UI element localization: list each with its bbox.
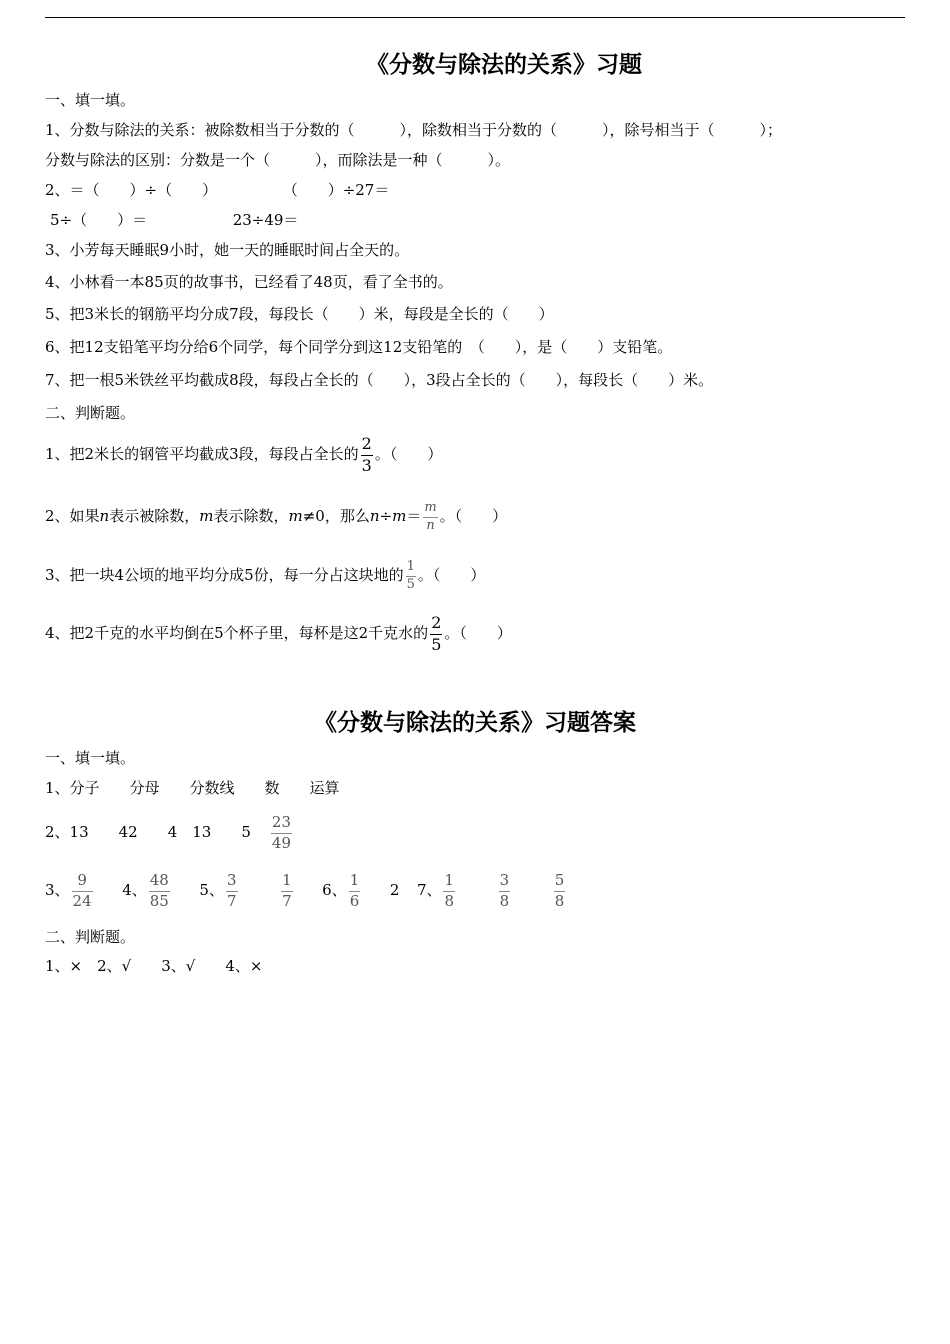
fraction-numerator: 48 — [149, 871, 169, 890]
section-judge-heading: 二、判断题。 — [45, 404, 136, 422]
var-m: m — [392, 507, 407, 525]
fraction-numerator: 3 — [499, 871, 510, 890]
question-2b-text: （ ）÷27＝ — [282, 181, 390, 199]
question-3: 3、小芳每天睡眠9小时，她一天的睡眠时间占全天的。 — [45, 241, 410, 259]
fraction-denominator: n — [426, 517, 435, 533]
fraction-numerator: 1 — [282, 871, 292, 890]
judge-3-text: 3、把一块4公顷的地平均分成5份，每一分占这块地的 — [45, 566, 404, 584]
answers-section-fill-heading: 一、填一填。 — [45, 749, 136, 767]
answer-7b-fraction — [499, 872, 511, 910]
answers-title: 《分数与除法的关系》习题答案 — [314, 710, 636, 736]
var-n: n — [369, 507, 380, 525]
answer-6-label: 6、 — [322, 881, 347, 899]
fraction-numerator: 5 — [554, 871, 565, 890]
fraction-denominator: 8 — [444, 891, 455, 910]
judge-4-fraction — [430, 614, 442, 654]
fraction-denominator: 85 — [149, 891, 169, 910]
fraction-numerator: 1 — [406, 558, 415, 574]
divide-sign: ÷ — [379, 507, 393, 525]
fraction-denominator: 5 — [406, 576, 415, 592]
fraction-denominator: 3 — [361, 455, 372, 475]
judge-4 — [45, 611, 512, 655]
question-2d-text: 23÷49＝ — [232, 211, 299, 229]
judge-2-answer-blank: 。（ ） — [439, 507, 508, 525]
fraction-numerator: 2 — [431, 613, 442, 633]
fraction-denominator: 8 — [499, 891, 510, 910]
answer-3-to-7 — [45, 866, 567, 914]
fraction-denominator: 5 — [431, 634, 442, 654]
fraction-numerator: 2 — [361, 434, 372, 454]
question-2c-text: 5÷（ ）＝ — [50, 211, 148, 229]
answer-5-label: 5、 — [199, 881, 224, 899]
answer-3-fraction — [72, 872, 93, 910]
judge-2-text: 表示被除数， — [109, 507, 200, 525]
judge-1-fraction — [361, 435, 373, 475]
var-n: n — [99, 507, 110, 525]
answer-4-fraction — [149, 872, 170, 910]
question-2a — [45, 180, 389, 200]
var-m: m — [199, 507, 214, 525]
fraction-denominator: 7 — [282, 891, 292, 910]
fraction-numerator: 3 — [226, 871, 237, 890]
judge-1 — [45, 432, 442, 476]
answer-7c-fraction — [554, 872, 566, 910]
question-7: 7、把一根5米铁丝平均截成8段，每段占全长的（ ），3段占全长的（ ），每段长（ ）米。 — [45, 371, 714, 389]
header-rule — [45, 17, 905, 18]
answer-7-label: 7、 — [416, 881, 442, 899]
question-5: 5、把3米长的钢筋平均分成7段，每段长（ ）米，每段是全长的（ ） — [45, 305, 554, 323]
judge-3 — [45, 553, 485, 597]
judge-3-answer-blank: 。（ ） — [417, 566, 486, 584]
question-6: 6、把12支铅笔平均分给6个同学，每个同学分到这12支铅笔的 （ ），是（ ）支铅笔。 — [45, 338, 673, 356]
fraction-denominator: 8 — [554, 891, 565, 910]
answer-2-fraction — [271, 814, 292, 852]
fraction-denominator: 49 — [271, 833, 291, 852]
fraction-numerator: 9 — [77, 871, 87, 890]
answer-5b-fraction — [281, 872, 293, 910]
judge-2 — [45, 494, 507, 538]
answer-6-fraction — [349, 872, 361, 910]
answers-judge: 1、× 2、√ 3、√ 4、× — [45, 957, 263, 975]
question-2a-text: 2、＝（ ）÷（ ） — [45, 181, 218, 199]
judge-2-text: ≠0，那么 — [302, 507, 370, 525]
answer-4-label: 4、 — [122, 881, 147, 899]
question-2c — [50, 210, 298, 230]
judge-4-text: 4、把2千克的水平均倒在5个杯子里，每杯是这2千克水的 — [45, 624, 429, 642]
question-4: 4、小林看一本85页的故事书，已经看了48页，看了全书的。 — [45, 273, 453, 291]
judge-4-answer-blank: 。（ ） — [444, 624, 512, 642]
judge-2-text: 表示除数， — [213, 507, 289, 525]
judge-2-fraction — [423, 501, 437, 534]
answer-2-text: 2、13 42 4 13 5 — [45, 823, 251, 841]
fraction-denominator: 24 — [72, 891, 92, 910]
section-fill-heading: 一、填一填。 — [45, 91, 136, 109]
answer-3-label: 3、 — [45, 881, 70, 899]
answer-5a-fraction — [226, 872, 238, 910]
fraction-numerator: 1 — [349, 871, 360, 890]
answers-section-judge-heading: 二、判断题。 — [45, 928, 136, 946]
fraction-numerator: m — [424, 499, 437, 515]
fraction-numerator: 1 — [444, 871, 455, 890]
equals-sign: ＝ — [406, 507, 422, 525]
judge-1-text: 1、把2米长的钢管平均截成3段，每段占全长的 — [45, 445, 359, 463]
judge-1-answer-blank: 。（ ） — [374, 445, 443, 463]
question-1b: 分数与除法的区别：分数是一个（ ），而除法是一种（ ）。 — [45, 151, 511, 169]
judge-2-text: 2、如果 — [45, 507, 100, 525]
answer-6-value: 2 — [389, 881, 400, 899]
fraction-numerator: 23 — [271, 813, 291, 832]
judge-3-fraction — [406, 560, 416, 593]
answer-7a-fraction — [443, 872, 455, 910]
answer-1: 1、分子 分母 分数线 数 运算 — [45, 779, 340, 797]
fraction-denominator: 7 — [226, 891, 237, 910]
var-m: m — [288, 507, 303, 525]
page-title: 《分数与除法的关系》习题 — [366, 52, 642, 78]
fraction-denominator: 6 — [349, 891, 360, 910]
question-1a: 1、分数与除法的关系：被除数相当于分数的（ ），除数相当于分数的（ ），除号相当于（ ）； — [45, 121, 783, 139]
answer-2 — [45, 808, 294, 856]
